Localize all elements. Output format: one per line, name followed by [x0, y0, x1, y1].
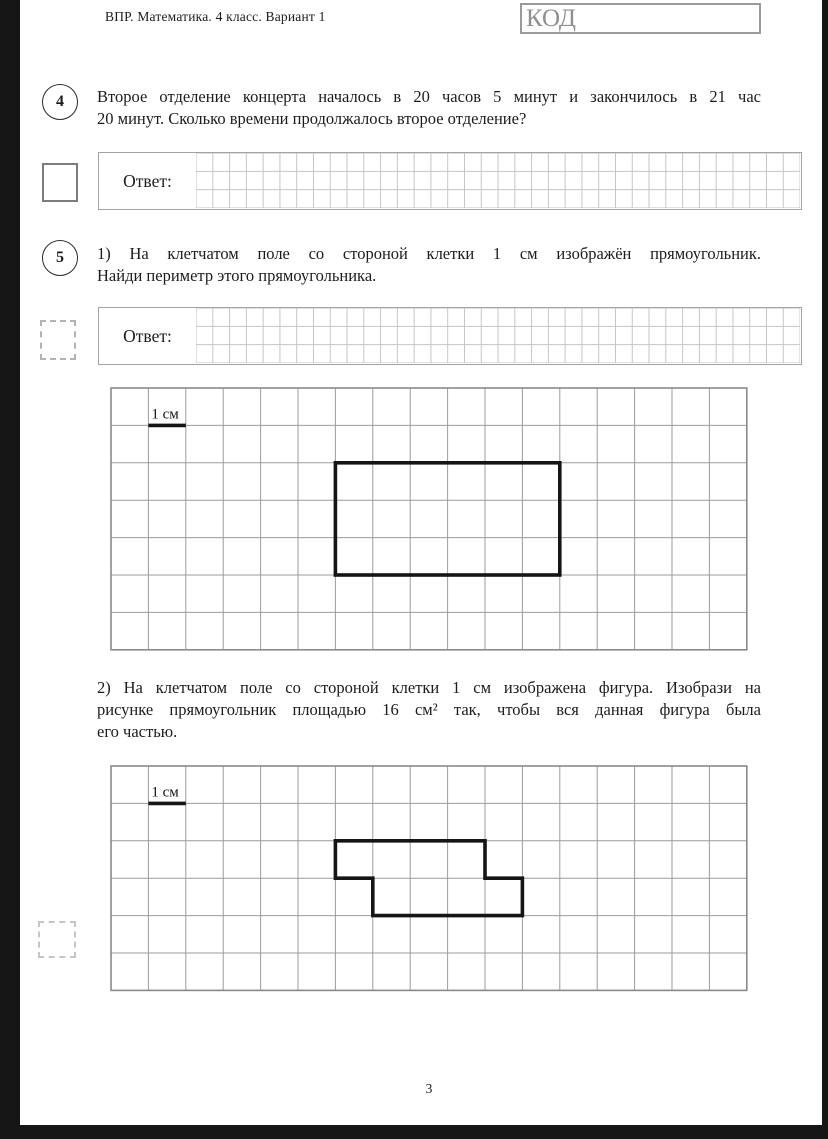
score-checkbox-q4[interactable]: [42, 163, 78, 202]
question-5-part2-line: рисунке прямоугольник площадью 16 см² так, чтобы вся данная фигура была: [97, 700, 761, 719]
grid-border: [111, 388, 747, 650]
score-checkbox-q5-part1[interactable]: [40, 320, 76, 360]
score-checkbox-q5-part2[interactable]: [38, 921, 76, 958]
answer-cells-q5[interactable]: [196, 308, 800, 363]
question-5-part1-text: [97, 243, 761, 287]
worksheet-page: [20, 0, 822, 1125]
question-5-part1-line: Найди периметр этого прямоугольника.: [97, 266, 377, 285]
question-5-part1-line: 1) На клетчатом поле со стороной клетки 1 см изображён прямоугольник.: [97, 244, 761, 263]
question-4-text: [97, 86, 761, 130]
one-cm-label: 1 см: [150, 406, 179, 423]
kod-label: КОД: [526, 5, 576, 32]
answer-cells-lines: [196, 153, 800, 208]
grid-lines: [111, 766, 747, 990]
answer-cells-lines: [196, 308, 800, 363]
answer-box-q5: [98, 307, 802, 365]
question-4-number: 4: [56, 93, 64, 110]
question-5-part2-line: 2) На клетчатом поле со стороной клетки 1 см изображена фигура. Изобрази на: [97, 678, 761, 697]
page-number: 3: [425, 1081, 433, 1096]
page-header-title: ВПР. Математика. 4 класс. Вариант 1: [105, 9, 326, 24]
answer-label-q4: Ответ:: [123, 170, 172, 191]
question-4-line: 20 минут. Сколько времени продолжалось второе отделение?: [97, 109, 527, 128]
grid-lines: [111, 388, 747, 650]
answer-box-q4: [98, 152, 802, 210]
question-4-number-circle: [42, 84, 78, 120]
cm-grid-with-rectangle: [109, 386, 749, 652]
question-5-part2-text: [97, 677, 761, 743]
question-5-number: 5: [56, 249, 64, 266]
cm-grid-with-figure[interactable]: [109, 764, 749, 992]
question-4-line: Второе отделение концерта началось в 20 часов 5 минут и закончилось в 21 час: [97, 87, 761, 106]
question-5-number-circle: [42, 240, 78, 276]
question-5-part2-line: его частью.: [97, 722, 178, 741]
answer-cells-q4[interactable]: [196, 153, 800, 208]
one-cm-label: 1 см: [151, 784, 179, 801]
kod-field[interactable]: [520, 3, 761, 34]
answer-label-q5: Ответ:: [123, 325, 172, 346]
